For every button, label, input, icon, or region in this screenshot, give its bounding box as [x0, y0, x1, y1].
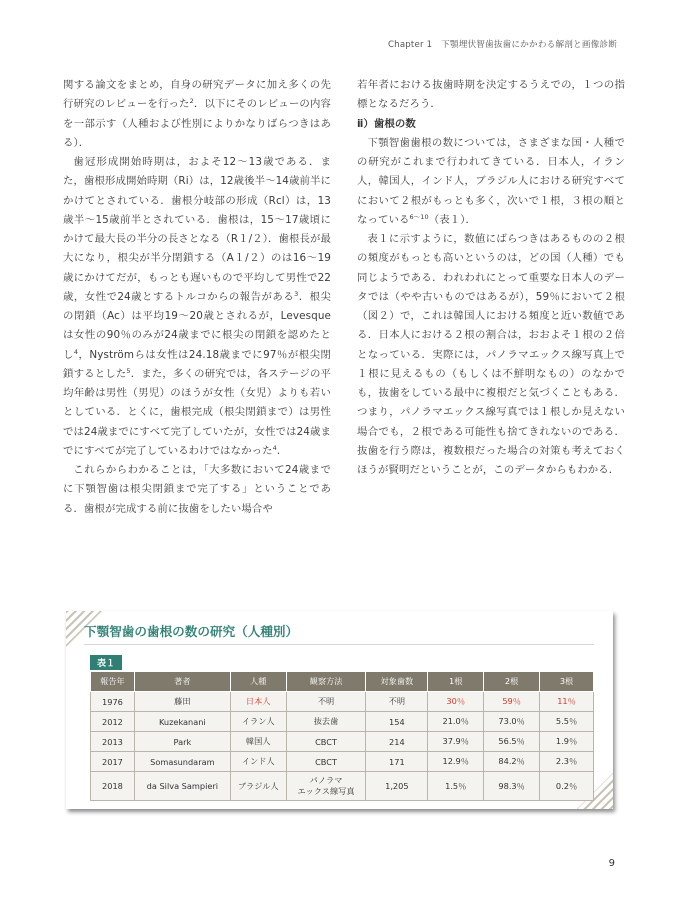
- table-cell: 不明: [366, 692, 428, 712]
- text-run: ．以下にそのレビューの内容を一部示す（人種および性別によりかなりばらつきはある）．: [63, 98, 331, 149]
- table-cell: 1976: [91, 692, 135, 712]
- table-label: 表１: [90, 655, 122, 670]
- text-run: 下顎智歯歯根の数については，さまざまな国・人種での研究がこれまで行われてきている．日本人，イラン人，韓国人，インド人，ブラジル人における研究すべてにおいて２根がもっとも多く，次いで１根，３根の順となっている: [357, 136, 625, 226]
- table-cell: CBCT: [286, 752, 366, 772]
- text-run: ．: [276, 444, 288, 457]
- text-run: 関する論文をまとめ，自身の研究データに加え多くの先行研究のレビューを行った: [63, 79, 331, 111]
- table-cell: CBCT: [286, 732, 366, 752]
- table-row: [91, 692, 594, 712]
- paragraph: [63, 153, 331, 461]
- table-cell: 1,205: [366, 772, 428, 801]
- table-cell: 2012: [91, 712, 135, 732]
- table-cell: 37.9％: [428, 732, 484, 752]
- citation-marker: 3: [294, 289, 299, 298]
- text-run: 歯冠形成開始時期は，およそ12〜13歳である．また，歯根形成開始時期（Ri）は，12歳後半〜14歳前半にかけてとされている．歯根分岐部の形成（Rcl）は，13歳半〜15歳前半とされている．歯根は，15〜17歳頃にかけて最大長の半分の長さとなる（R１/２）．歯根長が最大になり，根尖が半分閉鎖する（A１/２）のは16〜19歳にかけてだが，もっとも遅いもので平均して男性で22歳，女性で24歳とするトルコからの報告がある: [63, 156, 331, 303]
- table-cell: 韓国人: [230, 732, 286, 752]
- table-cell: 藤田: [134, 692, 230, 712]
- table-cell: 抜去歯: [286, 712, 366, 732]
- paragraph: [63, 461, 331, 519]
- paragraph: [63, 76, 331, 153]
- table-cell: 2017: [91, 752, 135, 772]
- table-cell: 11％: [540, 692, 594, 712]
- table-cell: 5.5％: [540, 712, 594, 732]
- table-cell: Kuzekanani: [134, 712, 230, 732]
- page-number: 9: [608, 858, 615, 869]
- table-cell: 12.9％: [428, 752, 484, 772]
- root-count-table: [90, 671, 594, 801]
- column-header: 1根: [428, 672, 484, 692]
- table-cell: ブラジル人: [230, 772, 286, 801]
- table-body: [91, 692, 594, 801]
- table-cell: パノラマ エックス線写真: [286, 772, 366, 801]
- citation-marker: 6〜10: [409, 212, 429, 221]
- section-heading: ⅱ）歯根の数: [357, 117, 416, 130]
- paragraph: [357, 76, 625, 115]
- table-cell: 214: [366, 732, 428, 752]
- citation-marker: 2: [189, 97, 194, 106]
- table-cell: Somasundaram: [134, 752, 230, 772]
- table-cell: 73.0％: [484, 712, 540, 732]
- table-cell: 2013: [91, 732, 135, 752]
- text-run: （表１）．: [428, 213, 477, 226]
- table-cell: da Silva Sampieri: [134, 772, 230, 801]
- table-cell: 2018: [91, 772, 135, 801]
- column-header: 人種: [230, 672, 286, 692]
- table-cell: 1.5％: [428, 772, 484, 801]
- table-header-row: [91, 672, 594, 692]
- column-header: 対象歯数: [366, 672, 428, 692]
- text-run: 表１に示すように，数値にばらつきはあるものの２根の頻度がもっとも高いというのは，どの国（人種）でも同じようである．われわれにとって重要な日本人のデータでは（やや古いものではあるが），59％において２根（図２）で，これは韓国人における頻度と近い数値である．日本人における２根の割合は，おおよそ１根の２倍となっている．実際には，パノラマエックス線写真上で１根に見えるもの（もしくは不鮮明なもの）のなかでも，抜歯をしている最中に複根だと気づくこともある．つまり，パノラマエックス線写真では１根しか見えない場合でも，２根である可能性も捨てきれないのである．抜歯を行う際は，複数根だった場合の対策も考えておくほうが賢明だということが，このデータからもわかる．: [357, 233, 625, 476]
- column-header: 著者: [134, 672, 230, 692]
- column-header: 報告年: [91, 672, 135, 692]
- table-row: [91, 712, 594, 732]
- text-run: これらからわかることは，「大多数において24歳までに下顎智歯は根尖閉鎖まで完了する」ということである．歯根が完成する前に抜歯をしたい場合や: [63, 464, 331, 515]
- paragraph: [357, 230, 625, 480]
- table-cell: 0.2％: [540, 772, 594, 801]
- figure-box: [66, 611, 613, 809]
- citation-marker: 4: [73, 347, 79, 356]
- column-header: 観察方法: [286, 672, 366, 692]
- column-header: 3根: [540, 672, 594, 692]
- table-cell: 不明: [286, 692, 366, 712]
- table-cell: インド人: [230, 752, 286, 772]
- table-row: [91, 732, 594, 752]
- table-cell: 1.9％: [540, 732, 594, 752]
- column-header: 2根: [484, 672, 540, 692]
- table-cell: 98.3％: [484, 772, 540, 801]
- figure-title: 下顎智歯の歯根の数の研究（人種別）: [84, 621, 594, 645]
- table-cell: イラン人: [230, 712, 286, 732]
- table-cell: 59％: [484, 692, 540, 712]
- table-cell: 84.2％: [484, 752, 540, 772]
- table-cell: 154: [366, 712, 428, 732]
- table-cell: 30％: [428, 692, 484, 712]
- left-column: [63, 76, 331, 519]
- text-run: ．また，多くの研究では，各ステージの平均年齢は男性（男児）のほうが女性（女児）よりも若いとしている．とくに，歯根完成（根尖閉鎖まで）は男性では24歳までにすべて完了していたが，女性では24歳までにすべてが完了しているわけではなかった: [63, 367, 331, 457]
- paragraph: [357, 134, 625, 230]
- table-cell: 2.3％: [540, 752, 594, 772]
- table-cell: 日本人: [230, 692, 286, 712]
- table-cell: 21.0％: [428, 712, 484, 732]
- right-column: [357, 76, 625, 480]
- table-row: [91, 752, 594, 772]
- table-cell: 56.5％: [484, 732, 540, 752]
- text-run: 若年者における抜歯時期を決定するうえでの，１つの指標となるだろう．: [357, 79, 625, 111]
- citation-marker: 5: [126, 366, 131, 375]
- citation-marker: 4: [272, 443, 277, 452]
- text-run: ．根尖の閉鎖（Ac）は平均19〜20歳とされるが，Levesqueは女性の90％のみが24歳までに根尖の閉鎖を認めたとし: [63, 290, 331, 361]
- running-header: Chapter 1 下顎埋伏智歯抜歯にかかわる解剖と画像診断: [387, 40, 617, 50]
- text-run: ，Nyströmらは女性は24.18歳までに97％が根尖閉鎖するとした: [63, 348, 331, 380]
- table-cell: Park: [134, 732, 230, 752]
- table-cell: 171: [366, 752, 428, 772]
- table-row: [91, 772, 594, 801]
